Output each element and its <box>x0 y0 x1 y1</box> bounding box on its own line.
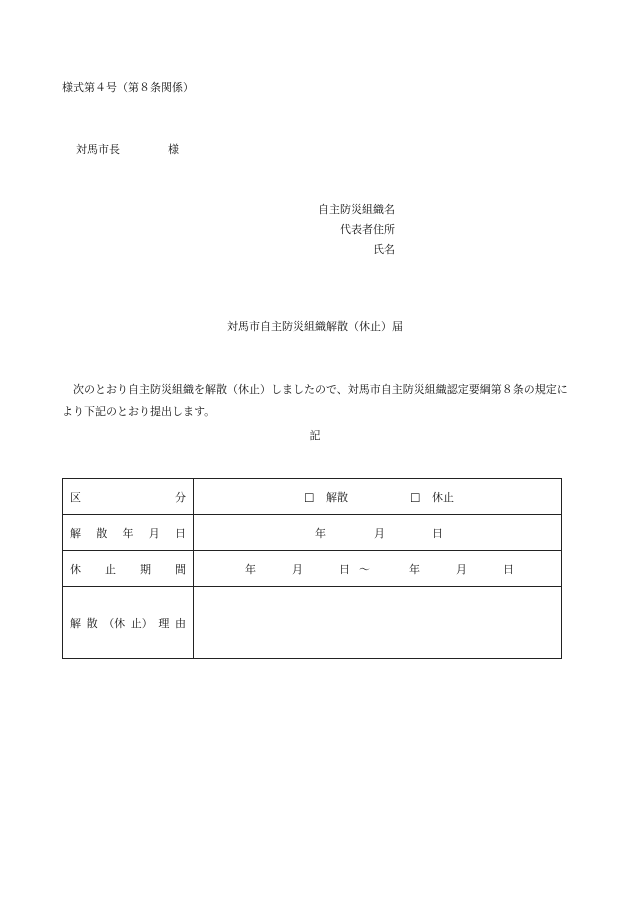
table-row-suspension-period <box>63 551 562 587</box>
category-options <box>194 479 562 515</box>
day-unit: 日 <box>432 526 443 540</box>
form-table <box>62 478 562 659</box>
period-tilde: ～ <box>359 562 370 576</box>
year-unit: 年 <box>315 526 326 540</box>
label-dissolution-date: 解 散 年 月 日 <box>63 515 194 551</box>
addressee <box>76 143 179 157</box>
rep-name-label: 氏名 <box>373 243 395 256</box>
addressee-honorific: 様 <box>168 143 179 156</box>
start-month-unit: 月 <box>292 562 303 576</box>
rep-address-label: 代表者住所 <box>340 223 395 236</box>
reason-field[interactable] <box>194 587 562 659</box>
checkbox-dissolution[interactable]: □ <box>304 490 315 503</box>
table-row-reason <box>63 587 562 659</box>
addressee-name: 対馬市長 <box>76 143 120 156</box>
org-name-label: 自主防災組織名 <box>318 203 395 216</box>
table-row-dissolution-date <box>63 515 562 551</box>
option-dissolution: 解散 <box>326 490 348 504</box>
table-row-category <box>63 479 562 515</box>
end-month-unit: 月 <box>456 562 467 576</box>
dissolution-date-value[interactable] <box>194 515 562 551</box>
label-suspension-period: 休 止 期 間 <box>63 551 194 587</box>
body-text: 次のとおり自主防災組織を解散（休止）しましたので、対馬市自主防災組織認定要綱第８条の規定により下記のとおり提出します。 <box>62 383 568 418</box>
month-unit: 月 <box>374 526 385 540</box>
label-category: 区 分 <box>63 479 194 515</box>
suspension-period-value[interactable] <box>194 551 562 587</box>
end-day-unit: 日 <box>503 562 514 576</box>
option-suspension: 休止 <box>432 490 454 504</box>
checkbox-suspension[interactable]: □ <box>410 490 421 503</box>
label-reason: 解 散 （休 止） 理 由 <box>63 587 194 659</box>
start-year-unit: 年 <box>245 562 256 576</box>
start-day-unit: 日 <box>339 562 350 576</box>
end-year-unit: 年 <box>409 562 420 576</box>
form-number: 様式第４号（第８条関係） <box>62 81 194 94</box>
document-title: 対馬市自主防災組織解散（休止）届 <box>227 320 403 333</box>
ki-heading: 記 <box>309 429 321 442</box>
